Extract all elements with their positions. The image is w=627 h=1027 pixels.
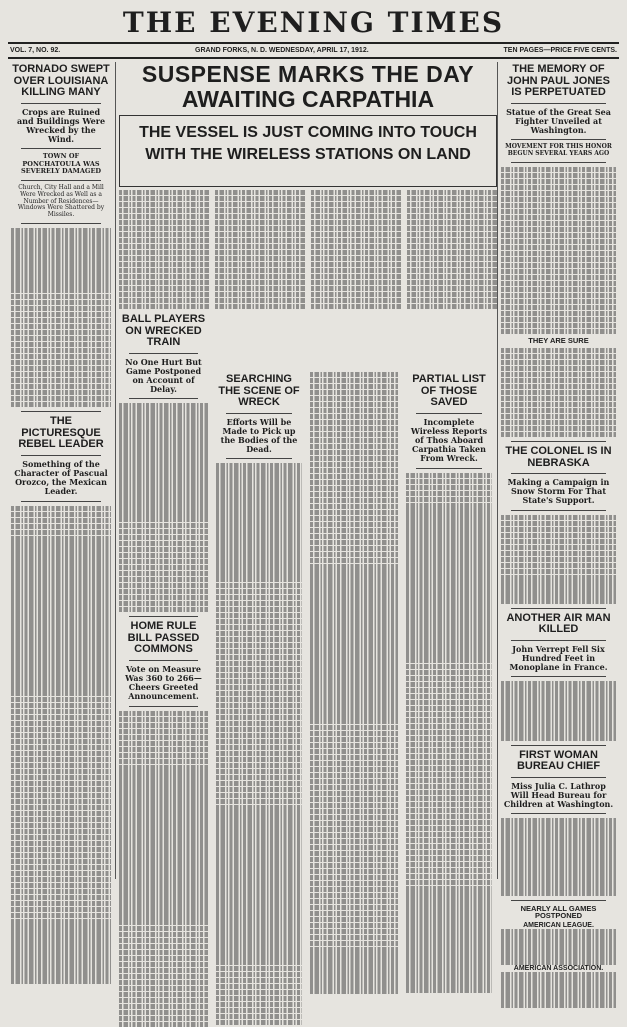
ball-players-headline: BALL PLAYERS ON WRECKED TRAIN [121,313,206,349]
tornado-deck-2: TOWN OF PONCHATOULA WAS SEVERELY DAMAGED [20,152,102,176]
tornado-deck-3: Church, City Hall and a Mill Were Wrecked as Well as a Number of Residences—Windows Were Shattered by Missiles. [17,183,105,219]
rebel-story [11,506,111,984]
tornado-deck: Crops are Ruined and Buildings Were Wrecked by the Wind. [16,106,106,145]
mid-column [116,312,211,879]
woman-bureau-deck: Miss Julia C. Lathrop Will Head Bureau for Children at Washington. [503,780,614,810]
search-column [213,372,305,879]
air-man-deck: John Verrept Fell Six Hundred Feet in Monoplane in France. [509,643,608,673]
search-headline: SEARCHING THE SCENE OF WRECK [218,373,300,409]
home-rule-deck: Vote on Measure Was 360 to 266—Cheers Greeted Announcement. [125,663,202,702]
right-column [498,62,619,973]
volume-number: VOL. 7, NO. 92. [10,47,61,54]
columns-area [8,61,619,973]
tornado-headline: TORNADO SWEPT OVER LOUISIANA KILLING MANY [12,63,110,99]
search-deck: Efforts Will be Made to Pick up the Bodies of the Dead. [220,416,298,455]
colonel-headline: THE COLONEL IS IN NEBRASKA [505,445,612,469]
saved-list-headline: PARTIAL LIST OF THOSE SAVED [412,373,486,409]
banner-subhead: THE VESSEL IS JUST COMING INTO TOUCH WITH THE WIRELESS STATIONS ON LAND [119,115,497,187]
tornado-story [11,228,111,407]
they-are-sure-headline: THEY ARE SURE [528,335,589,345]
dateline [8,42,619,59]
banner-line-2: AWAITING CARPATHIA [181,86,435,112]
rebel-deck: Something of the Character of Pascual Orozco, the Mexican Leader. [14,458,108,497]
place-date: GRAND FORKS, N. D. WEDNESDAY, APRIL 17, 1912. [195,47,369,54]
saved-list-column [403,372,495,879]
john-paul-jones-headline: THE MEMORY OF JOHN PAUL JONES IS PERPETUATED [507,63,610,99]
american-league-label: AMERICAN LEAGUE. [523,922,594,930]
story-continued-column [307,372,401,879]
price-info: TEN PAGES—PRICE FIVE CENTS. [503,47,617,54]
home-rule-headline: HOME RULE BILL PASSED COMMONS [127,620,200,656]
rebel-headline: THE PICTURESQUE REBEL LEADER [18,415,104,451]
john-paul-jones-deck-2: MOVEMENT FOR THIS HONOR BEGUN SEVERAL YEARS AGO [505,143,612,158]
saved-list-deck: Incomplete Wireless Reports of Thos Aboard Carpathia Taken From Wreck. [410,416,488,464]
colonel-deck: Making a Campaign in Snow Storm For That State's Support. [507,477,610,506]
woman-bureau-headline: FIRST WOMAN BUREAU CHIEF [516,748,601,773]
american-association-label: AMERICAN ASSOCIATION. [513,965,604,973]
banner-line-1: SUSPENSE MARKS THE DAY [141,61,475,87]
ball-players-deck: No One Hurt But Game Postponed on Account of Delay. [125,356,202,395]
left-column [8,62,114,879]
masthead-title: THE EVENING TIMES [122,6,505,39]
games-postponed-headline: NEARLY ALL GAMES POSTPONED [520,903,597,921]
air-man-headline: ANOTHER AIR MAN KILLED [506,611,611,636]
john-paul-jones-deck: Statue of the Great Sea Fighter Unveiled at Washington. [506,106,611,136]
